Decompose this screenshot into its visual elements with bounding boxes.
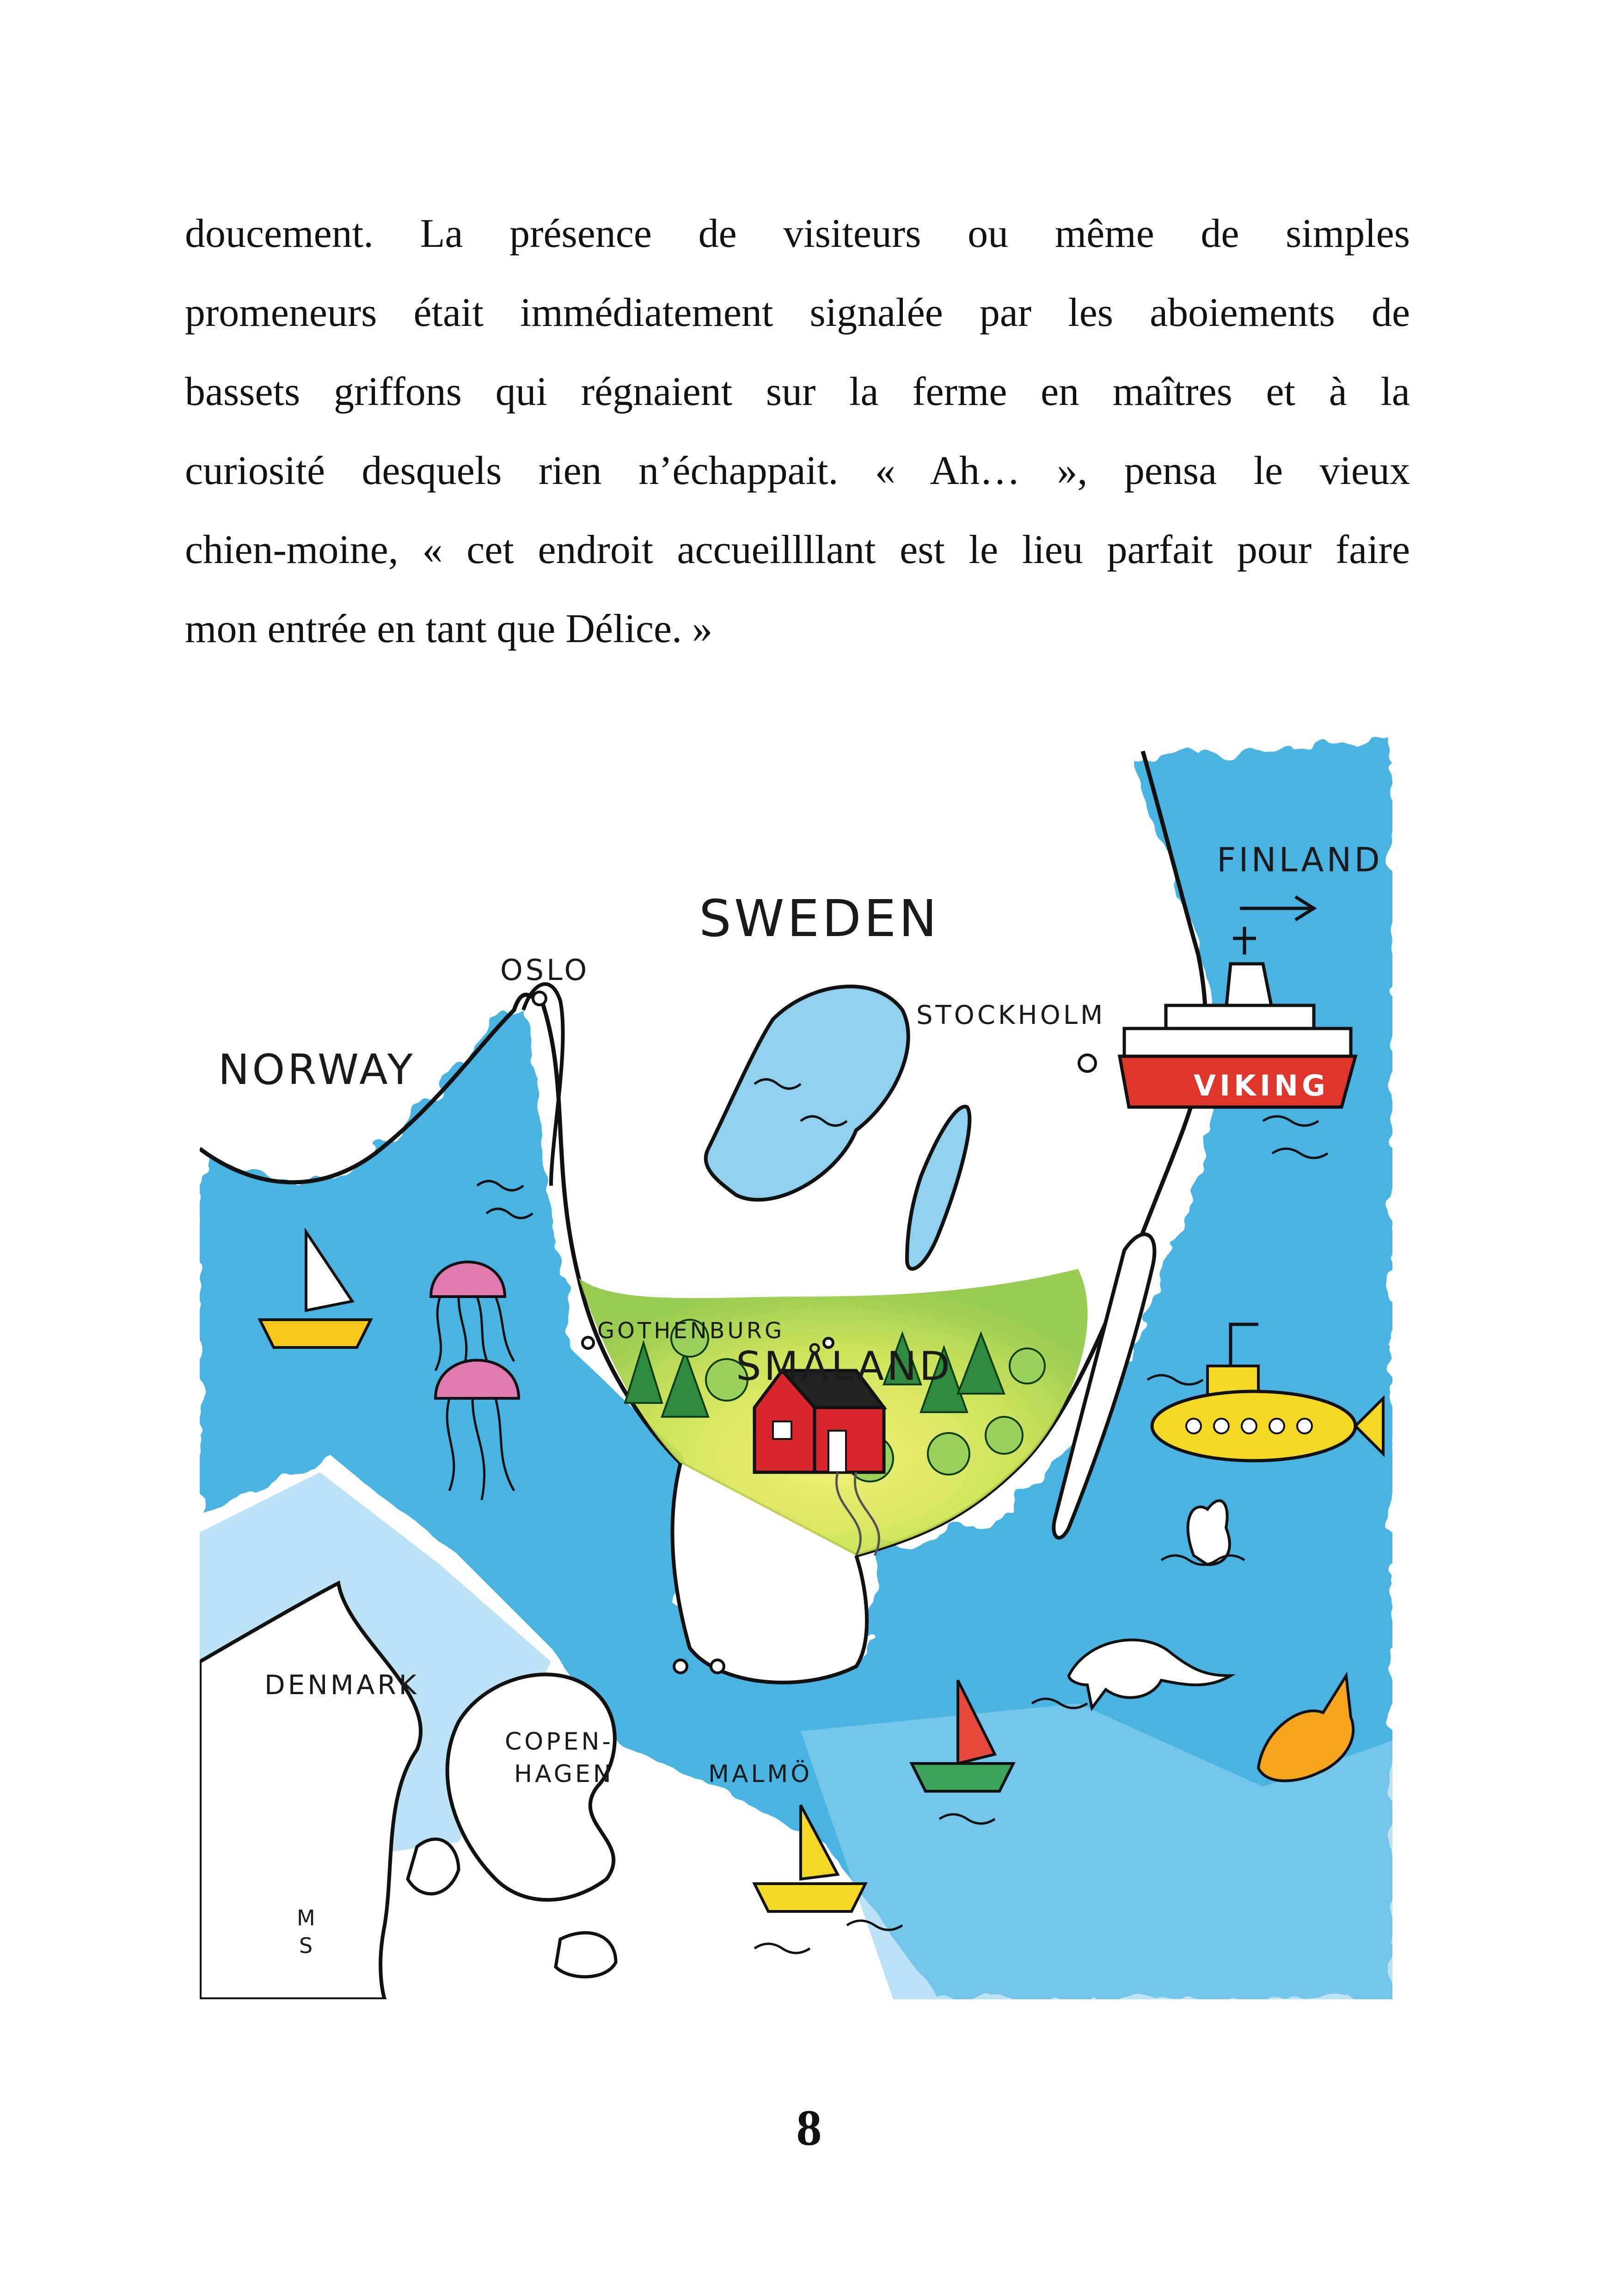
- artist-signature-m: M: [297, 1905, 318, 1930]
- paragraph-line: chien-moine, « cet endroit accueillllant est le lieu parfait pour faire: [185, 527, 1410, 572]
- ship-name: VIKING: [1194, 1069, 1329, 1102]
- label-denmark: DENMARK: [264, 1669, 419, 1701]
- body-paragraph: [185, 194, 1410, 668]
- paragraph-line: curiosité desquels rien n’échappait. « Ah… », pensa le vieux: [185, 448, 1410, 493]
- seal-icon: [1188, 1500, 1230, 1565]
- label-finland: FINLAND: [1217, 840, 1383, 879]
- paragraph-line: doucement. La présence de visiteurs ou même de simples: [185, 211, 1410, 256]
- small-island: [556, 1933, 616, 1977]
- map-illustration: [200, 723, 1392, 1999]
- paragraph-line: promeneurs était immédiatement signalée par les aboiements de: [185, 290, 1410, 335]
- label-sweden: SWEDEN: [699, 889, 940, 948]
- map-svg: [200, 723, 1392, 1999]
- label-norway: NORWAY: [218, 1046, 416, 1094]
- small-island: [408, 1839, 459, 1894]
- label-copenhagen-2: HAGEN: [514, 1760, 614, 1788]
- artist-signature-s: S: [299, 1933, 316, 1958]
- label-stockholm: STOCKHOLM: [916, 1000, 1106, 1030]
- label-copenhagen-1: COPEN-: [505, 1728, 614, 1756]
- label-smaland: SMÅLAND: [736, 1343, 953, 1390]
- label-malmo: MALMÖ: [708, 1760, 813, 1788]
- page-number: 8: [796, 2100, 822, 2156]
- label-oslo: OSLO: [500, 953, 590, 987]
- paragraph-line: bassets griffons qui régnaient sur la ferme en maîtres et à la: [185, 369, 1410, 414]
- label-gothenburg: GOTHENBURG: [597, 1318, 785, 1344]
- paragraph-line: mon entrée en tant que Délice. »: [185, 606, 713, 651]
